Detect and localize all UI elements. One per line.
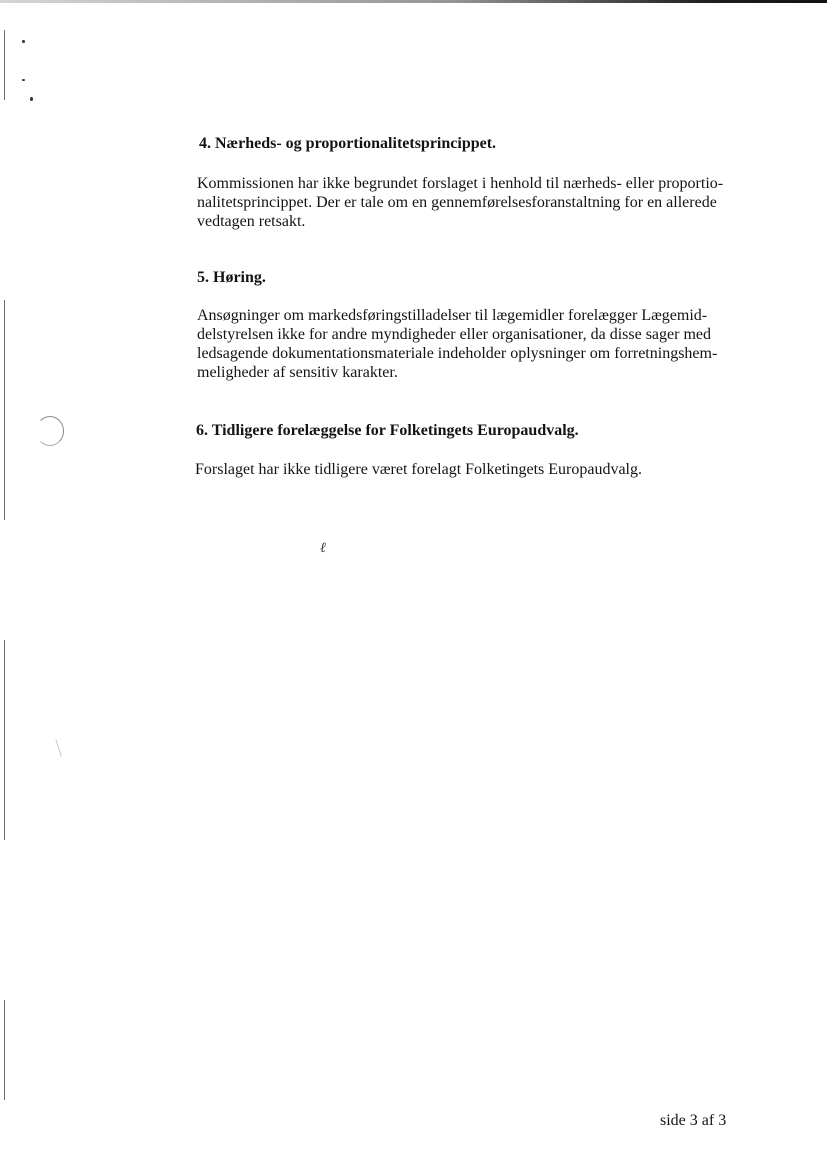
punch-hole [36, 416, 64, 446]
scan-left-edge [4, 30, 5, 100]
page-number: side 3 af 3 [660, 1112, 727, 1129]
scan-speck [30, 97, 33, 101]
section-heading: 4. Nærheds- og proportionalitetsprincippet. [199, 135, 497, 152]
stray-mark: ℓ [320, 541, 326, 556]
paragraph-line: delstyrelsen ikke for andre myndigheder eller organisationer, da disse sager med [197, 326, 711, 343]
scan-top-edge [0, 0, 827, 3]
section-paragraph [197, 174, 767, 231]
paragraph-line: Kommissionen har ikke begrundet forslaget i henhold til nærheds- eller proportio- [197, 175, 724, 192]
section-paragraph [195, 460, 765, 479]
section-heading: 6. Tidligere forelæggelse for Folketingets Europaudvalg. [196, 422, 579, 439]
scan-mark [55, 737, 67, 756]
paragraph-line: ledsagende dokumentationsmateriale indeholder oplysninger om forretningshem- [197, 345, 718, 362]
paragraph-line: Ansøgninger om markedsføringstilladelser til lægemidler forelægger Lægemid- [197, 307, 708, 324]
paragraph-line: Forslaget har ikke tidligere været forelagt Folketingets Europaudvalg. [195, 461, 642, 478]
scan-left-edge [4, 300, 5, 520]
scan-speck [22, 79, 25, 81]
scan-left-edge [4, 640, 5, 840]
section-paragraph [197, 306, 767, 382]
paragraph-line: nalitetsprincippet. Der er tale om en gennemførelsesforanstaltning for en allerede [197, 194, 717, 211]
scan-left-edge [4, 1000, 5, 1100]
section-heading: 5. Høring. [197, 269, 266, 286]
paragraph-line: vedtagen retsakt. [197, 213, 306, 230]
scan-speck [22, 40, 25, 43]
paragraph-line: meligheder af sensitiv karakter. [197, 364, 398, 381]
